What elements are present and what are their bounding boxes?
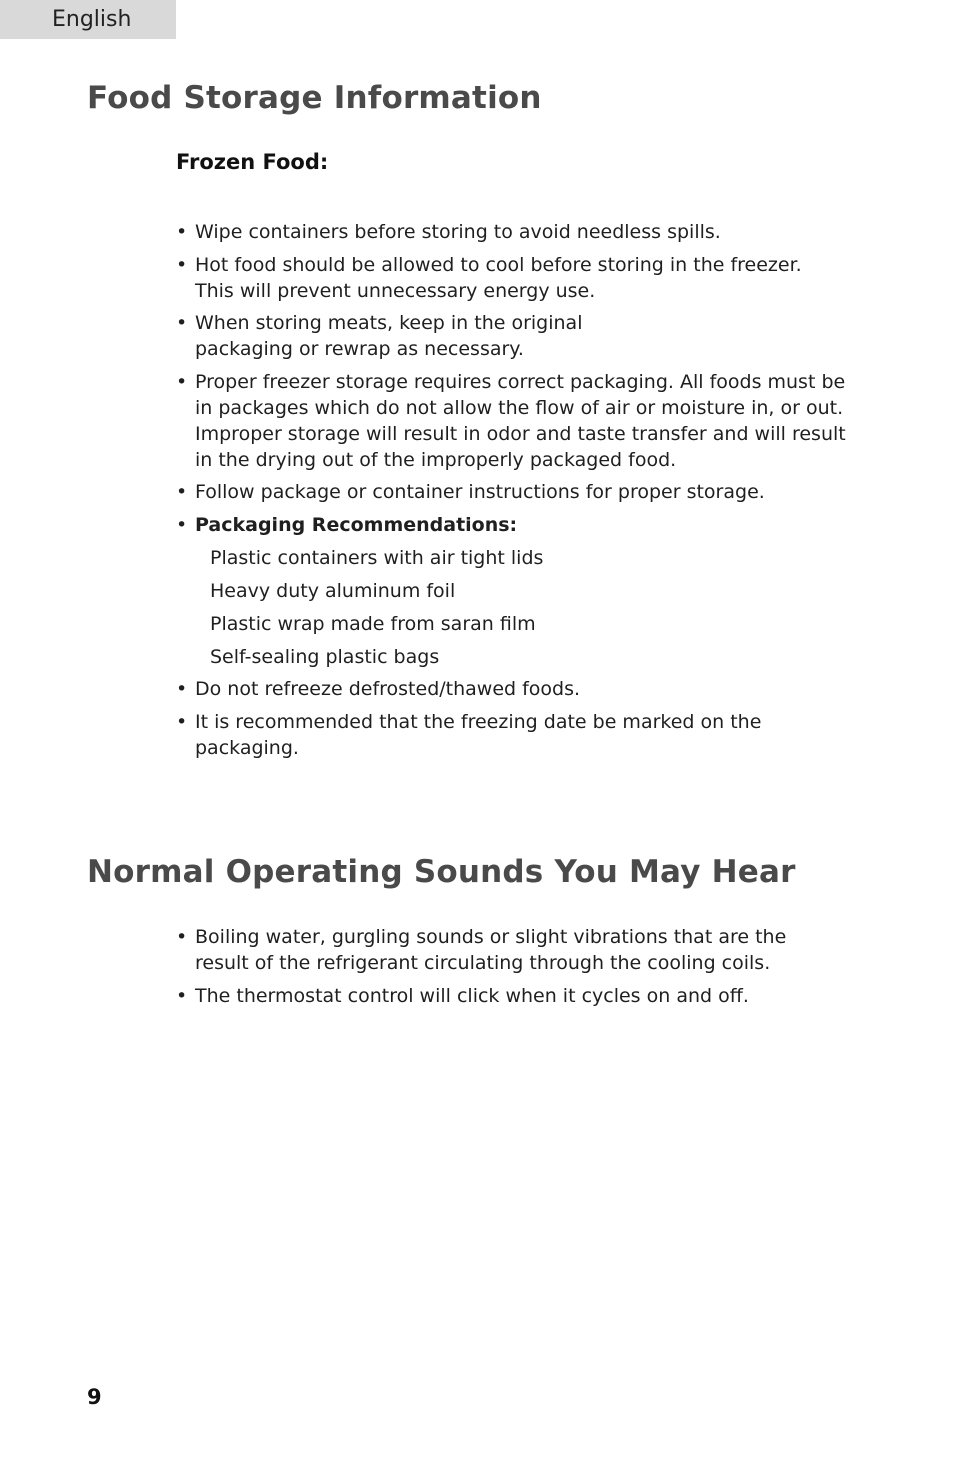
bullet-icon: • (176, 221, 188, 243)
list-item (176, 252, 805, 304)
bullet-icon: • (176, 312, 188, 334)
bullet-icon: • (176, 710, 188, 733)
frozen-food-subheading: Frozen Food: (176, 150, 329, 174)
list-item-text: When storing meats, keep in the original packaging or rewrap as necessary. (195, 312, 583, 360)
packaging-item: Heavy duty aluminum foil (210, 579, 456, 602)
list-item (176, 369, 859, 473)
list-item (176, 219, 735, 245)
list-item-text: Wipe containers before storing to avoid needless spills. (195, 221, 721, 243)
operating-sounds-title: Normal Operating Sounds You May Hear (87, 854, 796, 890)
list-item-text: Boiling water, gurgling sounds or slight vibrations that are the result of the refrigerant circulating through the cooling coils. (195, 926, 787, 974)
bullet-icon: • (176, 926, 188, 948)
packaging-item: Plastic containers with air tight lids (210, 546, 544, 569)
list-item-text: Hot food should be allowed to cool before storing in the freezer. This will prevent unnecessary energy use. (195, 253, 802, 302)
food-storage-title: Food Storage Information (87, 80, 542, 116)
list-item-text: Proper freezer storage requires correct packaging. All foods must be in packages which do not allow the flow of air or moisture in, or out. Improper storage will result in odor and taste transfer and will result in the drying out of the improperly packaged food. (195, 370, 846, 471)
packaging-item: Self-sealing plastic bags (210, 645, 440, 668)
bullet-icon: • (176, 678, 188, 700)
list-item (176, 709, 775, 761)
bullet-icon: • (176, 253, 188, 276)
bullet-icon: • (176, 481, 188, 503)
bullet-icon: • (176, 984, 188, 1007)
list-item-text: Do not refreeze defrosted/thawed foods. (195, 678, 581, 700)
list-item (176, 676, 735, 702)
packaging-recommendations-label: Packaging Recommendations: (195, 513, 518, 536)
packaging-item: Plastic wrap made from saran film (210, 612, 536, 635)
list-item (176, 924, 845, 976)
page-number: 9 (87, 1385, 102, 1409)
list-item-packaging (176, 512, 846, 670)
bullet-icon: • (176, 370, 188, 393)
list-item (176, 479, 835, 505)
list-item-text: It is recommended that the freezing date be marked on the packaging. (195, 710, 762, 759)
list-item (176, 983, 845, 1009)
operating-sounds-list (176, 924, 846, 1015)
list-item-text: Follow package or container instructions for proper storage. (195, 481, 765, 503)
list-item-text: The thermostat control will click when it cycles on and off. (195, 984, 749, 1007)
list-item (176, 310, 615, 362)
packaging-sub-list (195, 545, 846, 670)
bullet-icon: • (176, 513, 188, 536)
frozen-food-list (176, 219, 846, 767)
language-tab: English (0, 0, 176, 39)
